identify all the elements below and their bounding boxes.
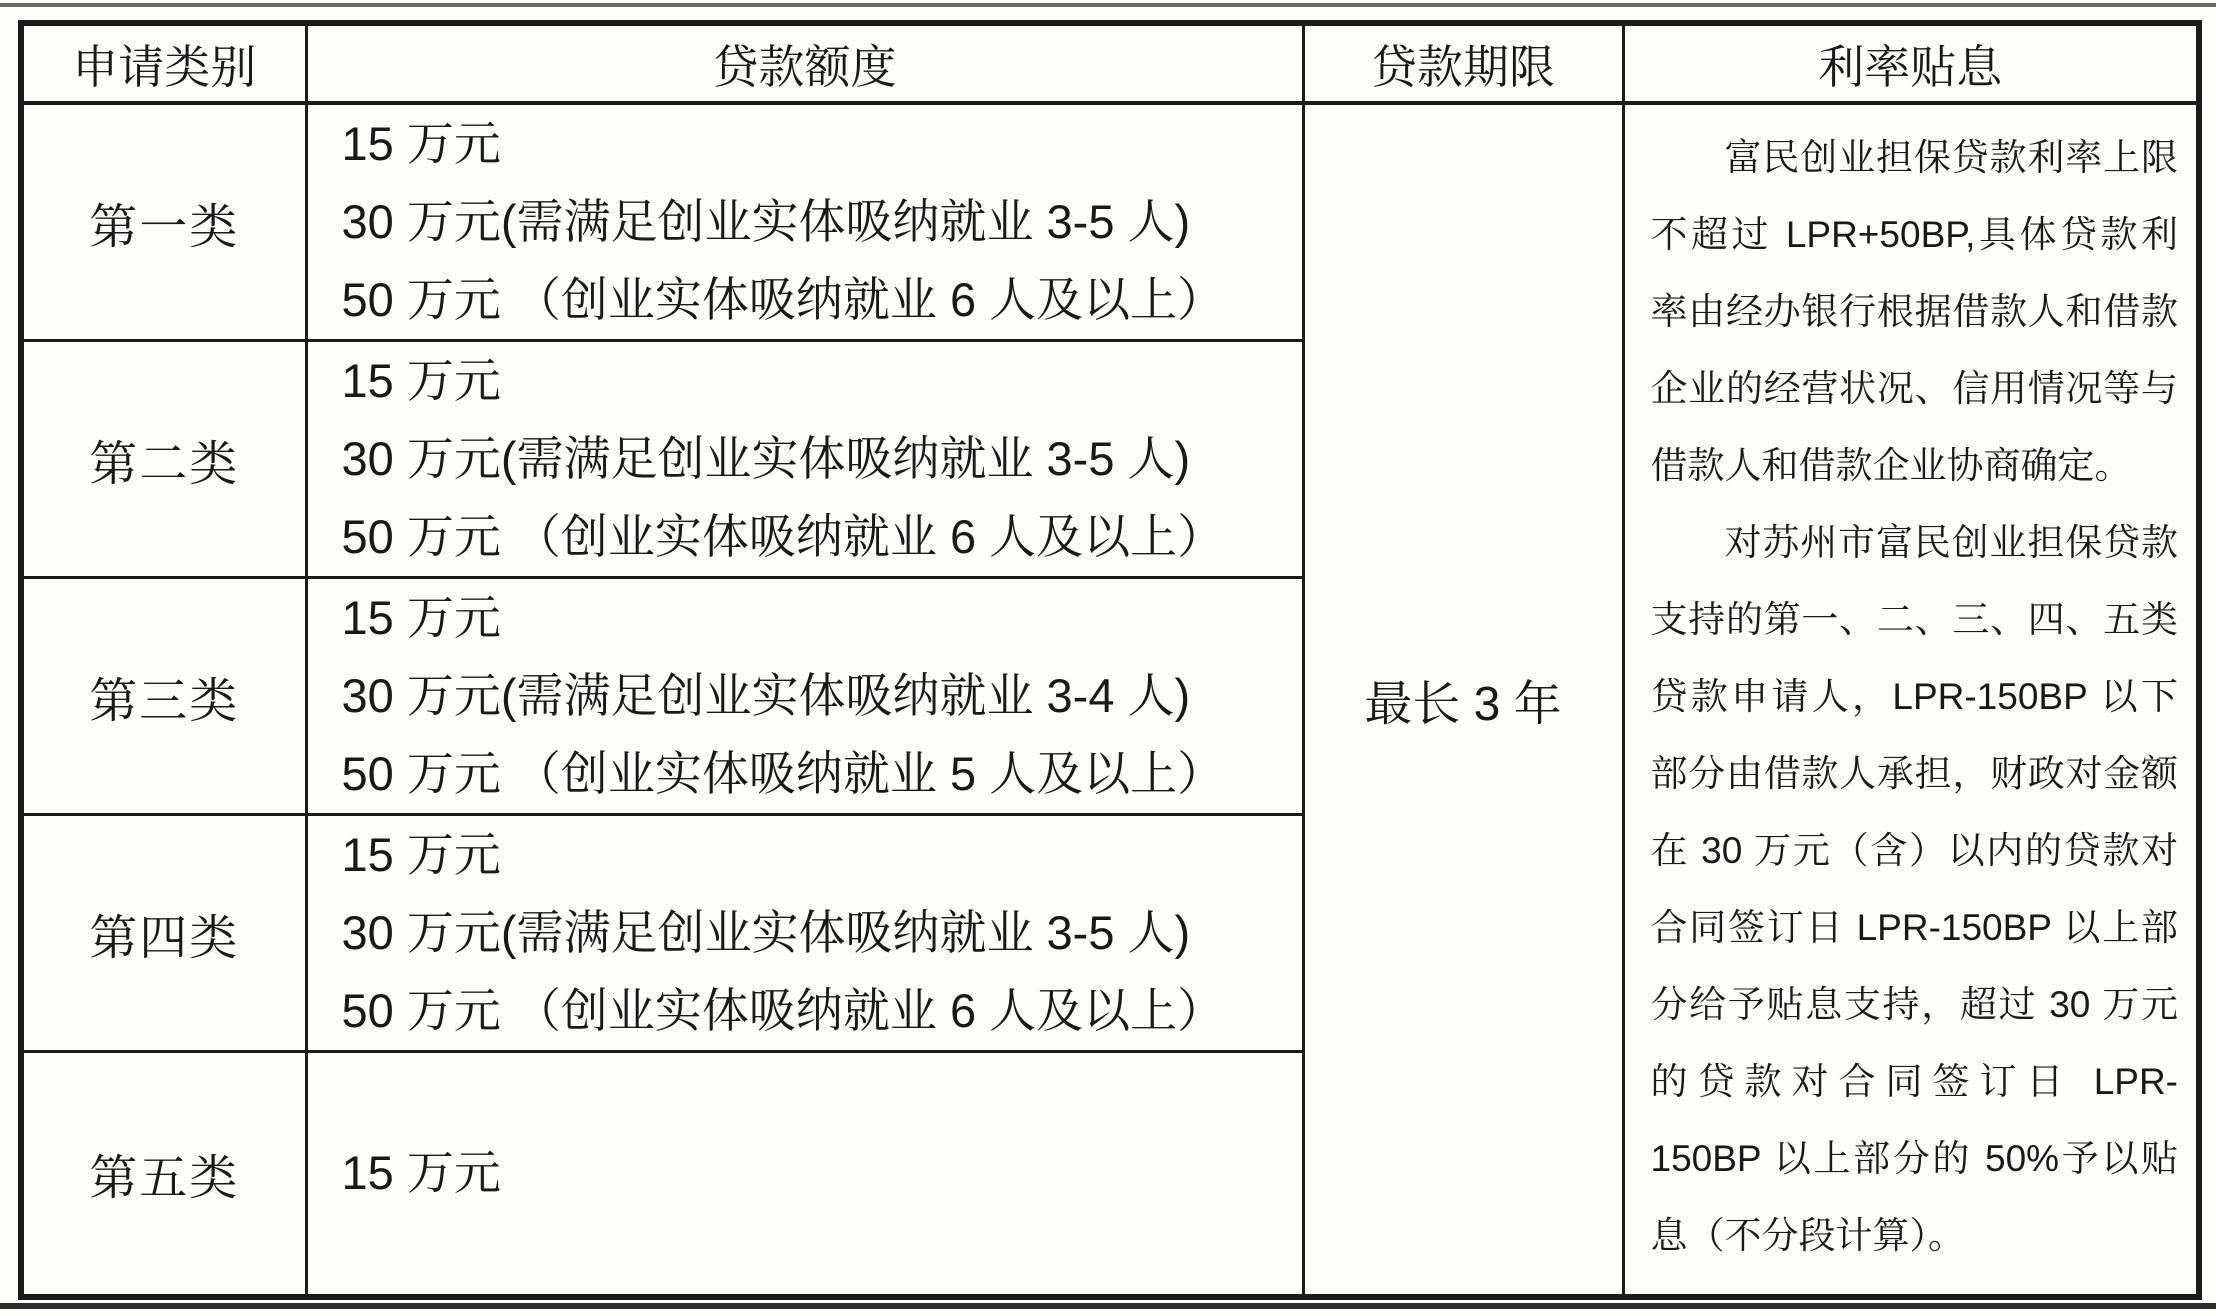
subsidy-paragraph-2: 对苏州市富民创业担保贷款支持的第一、二、三、四、五类贷款申请人，LPR-150BP 以下部分由借款人承担，财政对金额在 30 万元（含）以内的贷款对合同签订日 LPR-150BP 以上部分给予贴息支持，超过 30 万元的贷款对合同签订日 LPR-150BP 以上部分的 50%予以贴息（不分段计算）。 <box>1650 522 2178 1256</box>
col-header-subsidy: 利率贴息 <box>1623 23 2199 103</box>
amount-line: 30 万元(需满足创业实体吸纳就业 3-5 人) <box>341 195 1191 248</box>
category-cell: 第四类 <box>21 815 306 1052</box>
amount-line: 30 万元(需满足创业实体吸纳就业 3-4 人) <box>341 669 1191 722</box>
col-header-term: 贷款期限 <box>1303 23 1623 103</box>
category-cell: 第三类 <box>21 578 306 815</box>
subsidy-paragraph-1: 富民创业担保贷款利率上限不超过 LPR+50BP,具体贷款利率由经办银行根据借款人和借款企业的经营状况、信用情况等与借款人和借款企业协商确定。 <box>1650 137 2178 486</box>
amount-line: 50 万元 （创业实体吸纳就业 6 人及以上） <box>341 510 1225 563</box>
table-row-category-1 <box>21 103 2199 341</box>
category-cell: 第二类 <box>21 341 306 578</box>
page-bottom-rule <box>0 1303 2216 1309</box>
amount-cell <box>306 815 1303 1052</box>
loan-policy-table <box>18 20 2202 1300</box>
amount-line: 30 万元(需满足创业实体吸纳就业 3-5 人) <box>341 906 1191 959</box>
amount-line: 15 万元 <box>341 354 501 407</box>
col-header-category: 申请类别 <box>21 23 306 103</box>
amount-line: 50 万元 （创业实体吸纳就业 5 人及以上） <box>341 747 1225 800</box>
amount-line: 15 万元 <box>341 1146 501 1200</box>
amount-cell <box>306 341 1303 578</box>
amount-line: 15 万元 <box>341 828 501 881</box>
page-top-rule <box>0 3 2216 7</box>
term-cell: 最长 3 年 <box>1303 103 1623 1297</box>
amount-line: 15 万元 <box>341 591 501 644</box>
amount-cell <box>306 578 1303 815</box>
header-row <box>21 23 2199 103</box>
amount-cell <box>306 1052 1303 1297</box>
amount-line: 50 万元 （创业实体吸纳就业 6 人及以上） <box>341 984 1225 1037</box>
subsidy-cell <box>1623 103 2199 1297</box>
category-cell: 第五类 <box>21 1052 306 1297</box>
amount-line: 30 万元(需满足创业实体吸纳就业 3-5 人) <box>341 432 1191 485</box>
col-header-amount: 贷款额度 <box>306 23 1303 103</box>
amount-cell <box>306 103 1303 341</box>
amount-line: 50 万元 （创业实体吸纳就业 6 人及以上） <box>341 273 1225 326</box>
category-cell: 第一类 <box>21 103 306 341</box>
amount-line: 15 万元 <box>341 117 501 170</box>
